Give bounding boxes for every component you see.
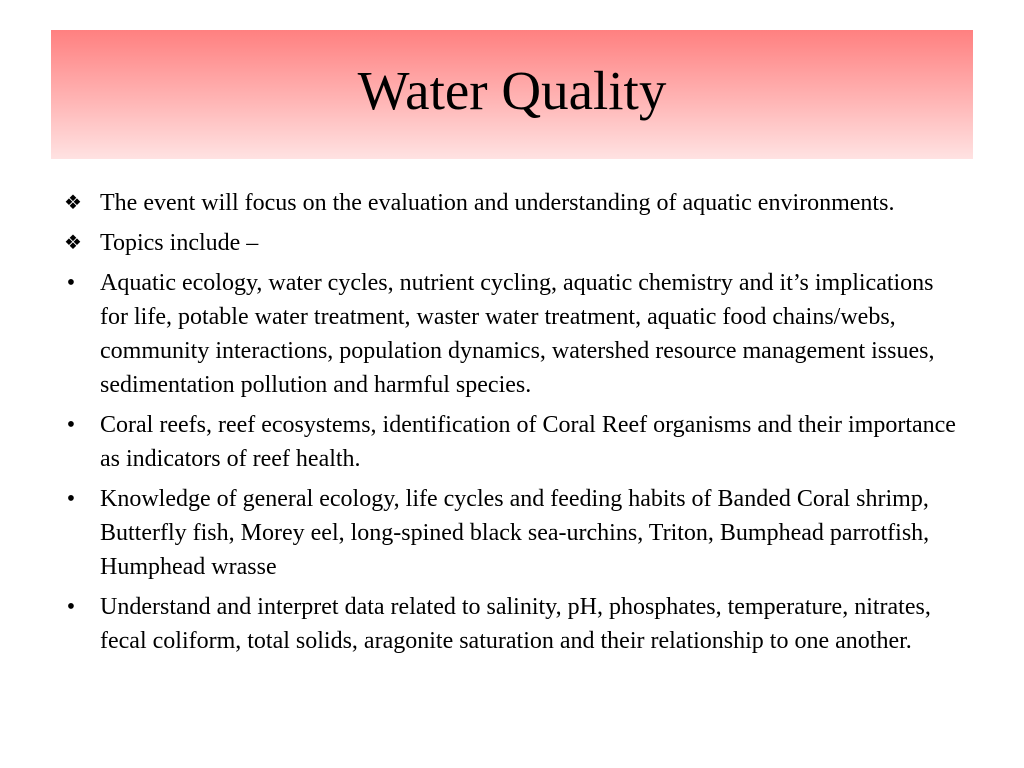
dot-bullet-icon: • [66,594,76,620]
bullet-text: Coral reefs, reef ecosystems, identification of Coral Reef organisms and their importance as indicators of reef health. [100,412,956,472]
bullet-list [60,186,960,664]
bullet-text: Topics include – [100,230,259,256]
bullet-item-topics [60,226,960,260]
bullet-text: The event will focus on the evaluation and understanding of aquatic environments. [100,190,895,216]
title-banner [51,30,973,159]
diamond-bullet-icon: ❖ [64,230,82,254]
bullet-text: Knowledge of general ecology, life cycles and feeding habits of Banded Coral shrimp, Butterfly fish, Morey eel, long-spined black sea-urchins, Triton, Bumphead parrotfish, Humphead wrasse [100,486,930,580]
dot-bullet-icon: • [66,412,76,438]
dot-bullet-icon: • [66,270,76,296]
bullet-item-event-focus [60,186,960,220]
dot-bullet-icon: • [66,486,76,512]
bullet-text: Understand and interpret data related to salinity, pH, phosphates, temperature, nitrates, fecal coliform, total solids, aragonite saturation and their relationship to one another. [100,594,931,654]
bullet-item-aquatic-ecology [60,266,960,402]
diamond-bullet-icon: ❖ [64,190,82,214]
bullet-item-data-interpretation [60,590,960,658]
bullet-item-coral-reefs [60,408,960,476]
bullet-text: Aquatic ecology, water cycles, nutrient cycling, aquatic chemistry and it’s implications for life, potable water treatment, waster water treatment, aquatic food chains/webs, community interactions, population dynamics, watershed resource management issues, sedimentation pollution and harmful species. [100,270,935,398]
slide-title: Water Quality [357,60,667,121]
bullet-item-general-ecology [60,482,960,584]
